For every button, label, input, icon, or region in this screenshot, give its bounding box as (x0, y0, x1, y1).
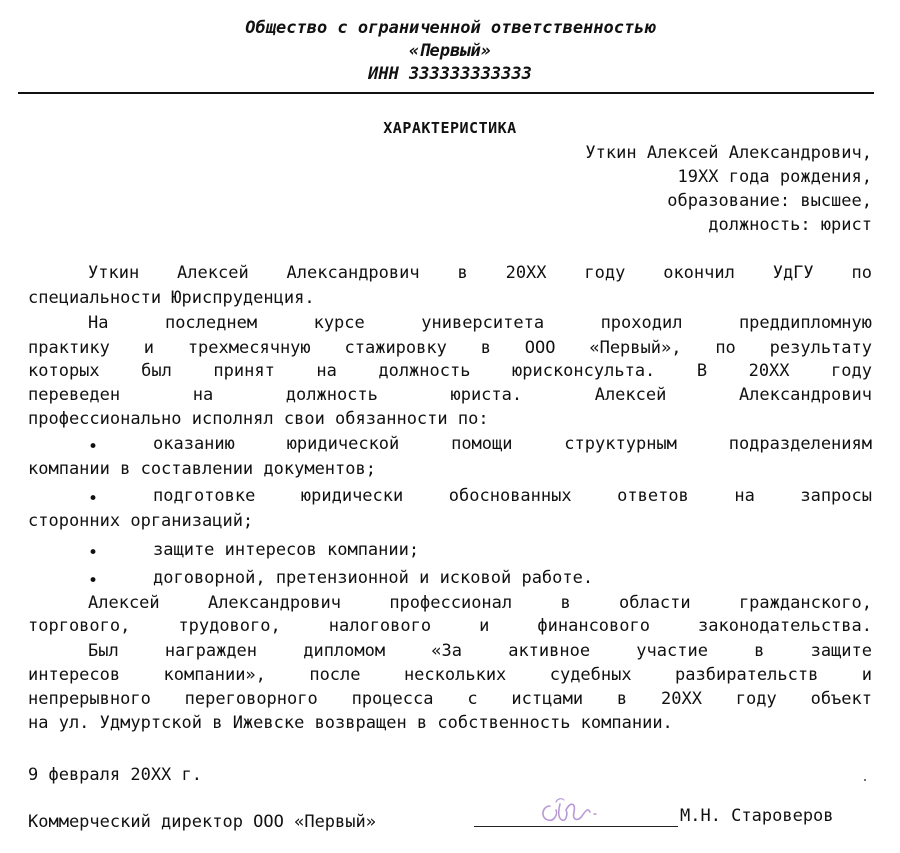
closing-line: Алексей Александрович профессионал в области гражданского, (88, 593, 872, 613)
body-line: специальности Юриспруденция. (28, 288, 315, 308)
bullet-item-continued: компании в составлении документов; (28, 459, 376, 479)
person-name: Уткин Алексей Александрович, (585, 143, 872, 163)
document-title: ХАРАКТЕРИСТИКА (383, 119, 517, 137)
bullet-marker: • (88, 571, 99, 591)
closing-line: Был награжден дипломом «За активное участие в защите (88, 641, 872, 661)
signatory-role: Коммерческий директор ООО «Первый» (28, 812, 376, 832)
bullet-item: договорной, претензионной и исковой работе. (153, 568, 594, 588)
bullet-marker: • (88, 489, 99, 509)
document-date: 9 февраля 20ХХ г. (28, 765, 202, 785)
bullet-marker: • (88, 437, 99, 457)
closing-line: на ул. Удмуртской в Ижевске возвращен в собственность компании. (28, 713, 673, 733)
header-divider (18, 92, 874, 94)
bullet-item: оказанию юридической помощи структурным подразделениям (153, 434, 872, 454)
org-name: Общество с ограниченной ответственностью (245, 18, 655, 38)
body-line: переведен на должность юриста. Алексей Александрович (28, 385, 872, 405)
org-inn: ИНН 333333333333 (368, 64, 532, 84)
body-line: Уткин Алексей Александрович в 20ХХ году окончил УдГУ по (88, 263, 872, 283)
closing-line: торгового, трудового, налогового и финансового законодательства. (28, 616, 872, 636)
signatory-name: М.Н. Староверов (680, 806, 834, 826)
body-line: На последнем курсе университета проходил преддипломную (88, 313, 872, 333)
bullet-item: подготовке юридически обоснованных ответов на запросы (153, 486, 872, 506)
bullet-item-continued: сторонних организаций; (28, 511, 254, 531)
person-birth: 19ХХ года рождения, (677, 167, 872, 187)
closing-line: непрерывного переговорного процесса с истцами в 20ХХ году объект (28, 689, 872, 709)
body-line: практику и трехмесячную стажировку в ООО «Первый», по результату (28, 338, 872, 358)
person-education: образование: высшее, (667, 191, 872, 211)
org-short-name: «Первый» (409, 41, 491, 61)
scan-speck (864, 779, 866, 781)
body-line: профессионально исполнял свои обязанности по: (28, 409, 489, 429)
bullet-marker: • (88, 543, 99, 563)
bullet-item: защите интересов компании; (153, 540, 420, 560)
handwritten-signature (536, 792, 626, 828)
person-position: должность: юрист (708, 215, 872, 235)
body-line: которых был принят на должность юрисконсульта. В 20ХХ году (28, 361, 872, 381)
closing-line: интересов компании», после нескольких судебных разбирательств и (28, 665, 872, 685)
